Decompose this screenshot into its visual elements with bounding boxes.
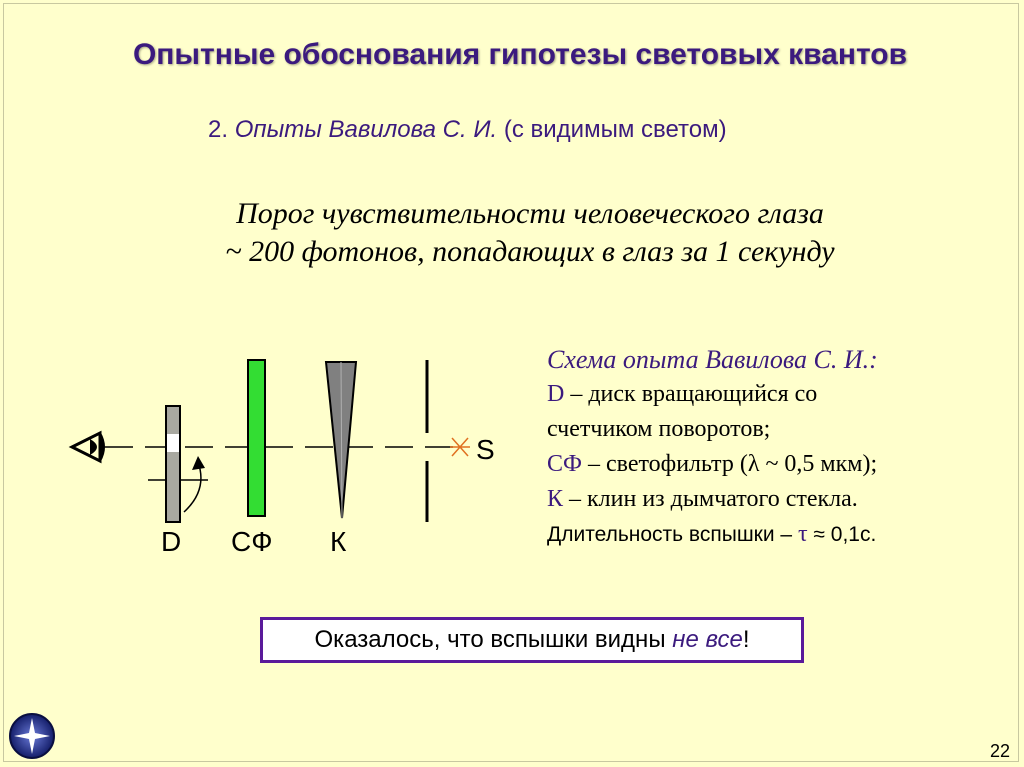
label-disk: D [161,526,182,557]
legend-disk-row [547,377,878,412]
label-wedge: К [330,526,347,557]
eye-icon [72,433,104,461]
light-source-icon [450,438,470,456]
legend-filter-text: – светофильтр (λ ~ 0,5 мкм); [581,451,878,477]
legend-wedge-text: – клин из дымчатого стекла. [563,486,858,512]
result-box [260,617,804,663]
label-filter: СФ [231,526,273,557]
subtitle-italic: Опыты Вавилова С. И. [234,116,498,143]
result-text-before: Оказалось, что вспышки видны [314,626,673,653]
subtitle-number: 2. [208,116,235,143]
diagram-legend [547,342,878,552]
legend-duration-row [547,517,878,552]
slide-title: Опытные обоснования гипотезы световых квантов [132,38,908,71]
legend-disk-text: – диск вращающийся со [564,381,818,407]
subtitle-rest: (с видимым светом) [497,116,727,143]
legend-wedge-key: К [547,486,564,512]
legend-disk-key: D [547,381,565,407]
result-highlight: не все [672,626,743,653]
legend-disk-row-2: счетчиком поворотов; [547,416,771,442]
legend-heading: Схема опыта Вавилова С. И.: [547,345,878,374]
duration-label: Длительность вспышки – [547,523,798,546]
rotation-arrow-icon [184,456,205,512]
logo-icon [8,712,56,760]
threshold-line-2: ~ 200 фотонов, попадающих в глаз за 1 секунду [225,235,835,268]
rotating-disk [166,406,180,522]
legend-filter-key: СФ [547,451,582,477]
page-number: 22 [990,741,1011,761]
legend-wedge-row [547,482,878,517]
label-source: S [476,434,495,465]
legend-filter-row [547,447,878,482]
light-filter [248,360,265,516]
duration-value: ≈ 0,1с. [807,523,877,546]
tau-symbol: τ [797,521,808,547]
result-text-after: ! [742,626,750,653]
threshold-line-1: Порог чувствительности человеческого глаза [236,197,824,230]
